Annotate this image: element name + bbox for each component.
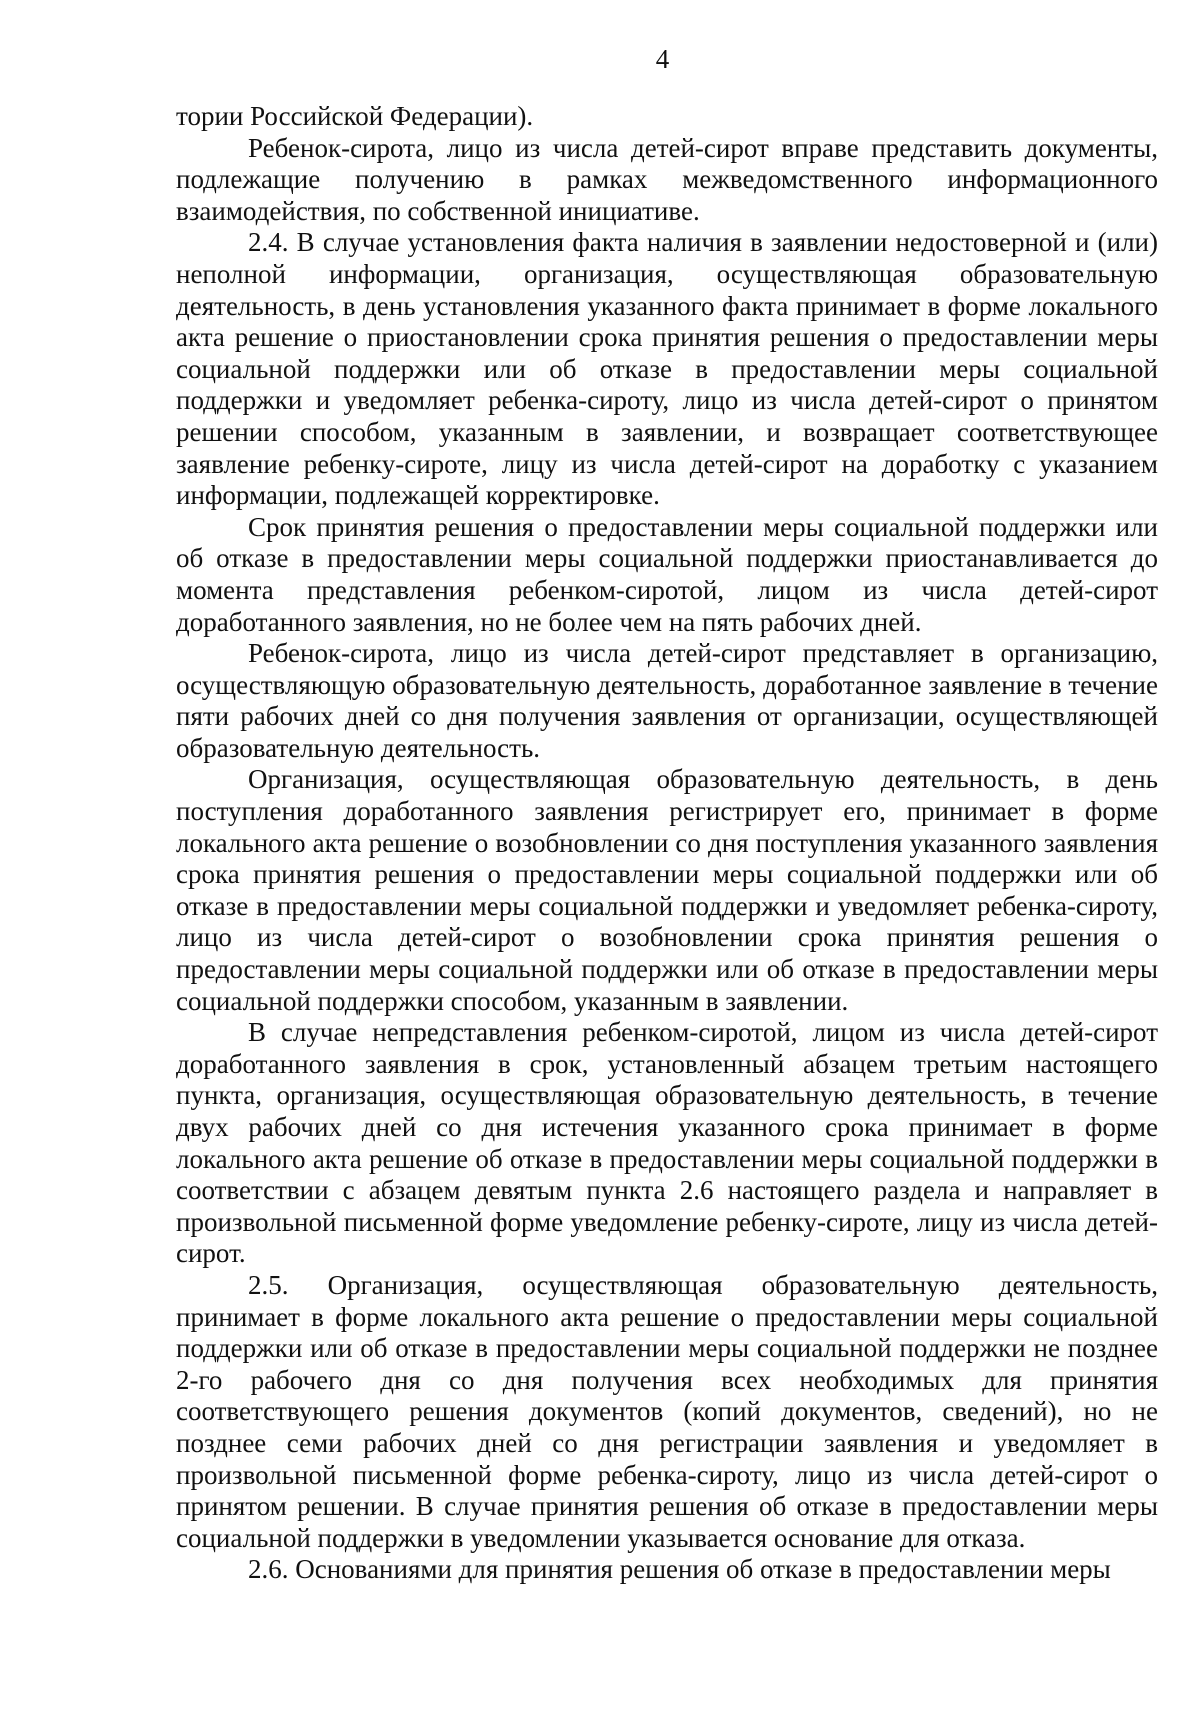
paragraph: Ребенок-сирота, лицо из числа детей-сирот вправе представить документы, подлежащие получению в рамках межведомственного информационного взаимодействия, по собственной инициативе. [176,132,1158,226]
paragraph: В случае непредставления ребенком-сиротой, лицом из числа детей-сирот доработанного заявления в срок, установленный абзацем третьим настоящего пункта, организация, осуществляющая образовательную деятельность, в течение двух рабочих дней со дня истечения указанного срока принимает в форме локального акта решение об отказе в предоставлении меры социальной поддержки в соответствии с абзацем девятым пункта 2.6 настоящего раздела и направляет в произвольной письменной форме уведомление ребенку-сироте, лицу из числа детей-сирот. [176,1017,1158,1269]
document-body [176,101,1158,1586]
paragraph: Ребенок-сирота, лицо из числа детей-сирот представляет в организацию, осуществляющую образовательную деятельность, доработанное заявление в течение пяти рабочих дней со дня получения заявления от организации, осуществляющей образовательную деятельность. [176,638,1158,763]
paragraph: Срок принятия решения о предоставлении меры социальной поддержки или об отказе в предоставлении меры социальной поддержки приостанавливается до момента представления ребенком-сиротой, лицом из числа детей-сирот доработанного заявления, но не более чем на пять рабочих дней. [176,511,1158,637]
paragraph: 2.6. Основаниями для принятия решения об отказе в предоставлении меры [248,1554,1111,1585]
paragraph: тории Российской Федерации). [176,101,534,131]
paragraph: 2.4. В случае установления факта наличия в заявлении недостоверной и (или) неполной информации, организация, осуществляющая образовательную деятельность, в день установления указанного факта принимает в форме локального акта решение о приостановлении срока принятия решения о предоставлении меры социальной поддержки или об отказе в предоставлении меры социальной поддержки и уведомляет ребенка-сироту, лицо из числа детей-сирот о принятом решении способом, указанным в заявлении, и возвращает соответствующее заявление ребенку-сироте, лицу из числа детей-сирот на доработку с указанием информации, подлежащей корректировке. [176,227,1158,511]
page-number: 4 [655,44,670,74]
paragraph: Организация, осуществляющая образовательную деятельность, в день поступления доработанного заявления регистрирует его, принимает в форме локального акта решение о возобновлении со дня поступления указанного заявления срока принятия решения о предоставлении меры социальной поддержки или об отказе в предоставлении меры социальной поддержки и уведомляет ребенка-сироту, лицо из числа детей-сирот о возобновлении срока принятия решения о предоставлении меры социальной поддержки или об отказе в предоставлении меры социальной поддержки способом, указанным в заявлении. [176,764,1158,1016]
paragraph: 2.5. Организация, осуществляющая образовательную деятельность, принимает в форме локального акта решение о предоставлении меры социальной поддержки или об отказе в предоставлении меры социальной поддержки не позднее 2-го рабочего дня со дня получения всех необходимых для принятия соответствующего решения документов (копий документов, сведений), но не позднее семи рабочих дней со дня регистрации заявления и уведомляет в произвольной письменной форме ребенка-сироту, лицо из числа детей-сирот о принятом решении. В случае принятия решения об отказе в предоставлении меры социальной поддержки в уведомлении указывается основание для отказа. [176,1269,1158,1553]
